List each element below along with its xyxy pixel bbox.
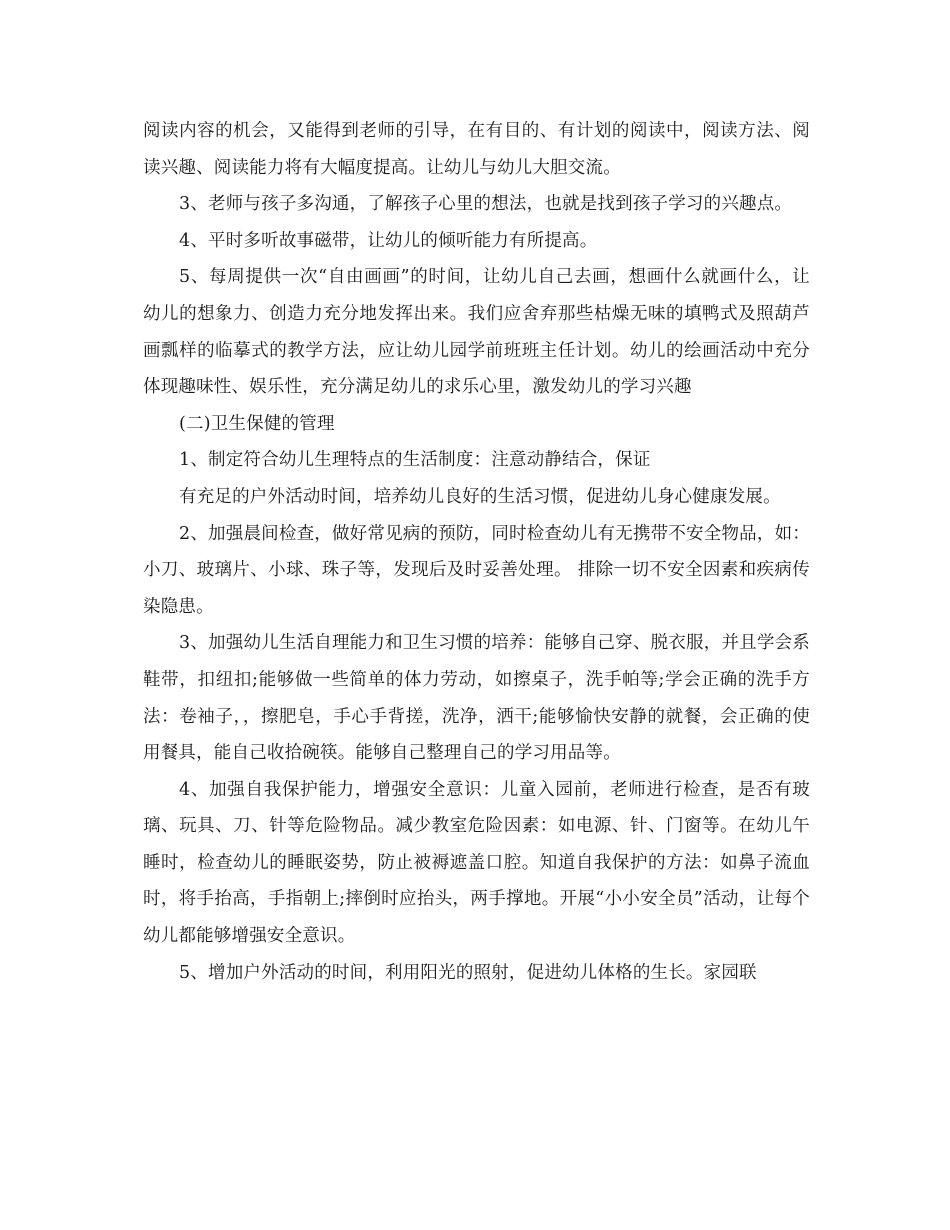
paragraph-health-item-3: 3、加强幼儿生活自理能力和卫生习惯的培养：能够自己穿、脱衣服，并且学会系鞋带，扣纽扣;能够做一些简单的体力劳动，如擦桌子，洗手帕等;学会正确的洗手方法：卷袖子，，擦肥皂，手心手背搓，洗净，洒干;能够愉快安静的就餐，会正确的使用餐具，能自己收拾碗筷。能够自己整理自己的学习用品等。: [143, 633, 810, 764]
paragraph-item-4-listening: 4、平时多听故事磁带，让幼儿的倾听能力有所提高。: [179, 230, 598, 251]
paragraph-health-item-4: 4、加强自我保护能力，增强安全意识：儿童入园前，老师进行检查，是否有玻璃、玩具、刀、针等危险物品。减少教室危险因素：如电源、针、门窗等。在幼儿午睡时，检查幼儿的睡眠姿势，防止被褥遮盖口腔。知道自我保护的方法：如鼻子流血时，将手抬高，手指朝上;摔倒时应抬头，两手撑地。开展“小小安全员”活动，让每个幼儿都能够增强安全意识。: [143, 779, 810, 947]
paragraph-item-5-drawing: 5、每周提供一次“自由画画”的时间，让幼儿自己去画，想画什么就画什么，让幼儿的想象力、创造力充分地发挥出来。我们应舍弃那些枯燥无味的填鸭式及照葫芦画瓢样的临摹式的教学方法，应让幼儿园学前班班主任计划。幼儿的绘画活动中充分体现趣味性、娱乐性，充分满足幼儿的求乐心里，激发幼儿的学习兴趣: [143, 267, 810, 398]
paragraph-health-item-5: 5、增加户外活动的时间，利用阳光的照射，促进幼儿体格的生长。家园联: [179, 962, 757, 983]
document-body: [143, 113, 810, 991]
paragraph-health-item-1-continued: 有充足的户外活动时间，培养幼儿良好的生活习惯，促进幼儿身心健康发展。: [179, 486, 781, 507]
paragraph-health-item-1: 1、制定符合幼儿生理特点的生活制度：注意动静结合，保证: [179, 450, 651, 471]
paragraph-item-3-communication: 3、老师与孩子多沟通，了解孩子心里的想法，也就是找到孩子学习的兴趣点。: [179, 194, 793, 215]
paragraph-health-item-2: 2、加强晨间检查，做好常见病的预防，同时检查幼儿有无携带不安全物品，如：小刀、玻璃片、小球、珠子等，发现后及时妥善处理。 排除一切不安全因素和疾病传染隐患。: [143, 523, 810, 617]
paragraph-reading-continuation: 阅读内容的机会，又能得到老师的引导，在有目的、有计划的阅读中，阅读方法、阅读兴趣、阅读能力将有大幅度提高。让幼儿与幼儿大胆交流。: [143, 121, 810, 178]
section-heading-health-care: (二)卫生保健的管理: [179, 413, 335, 434]
